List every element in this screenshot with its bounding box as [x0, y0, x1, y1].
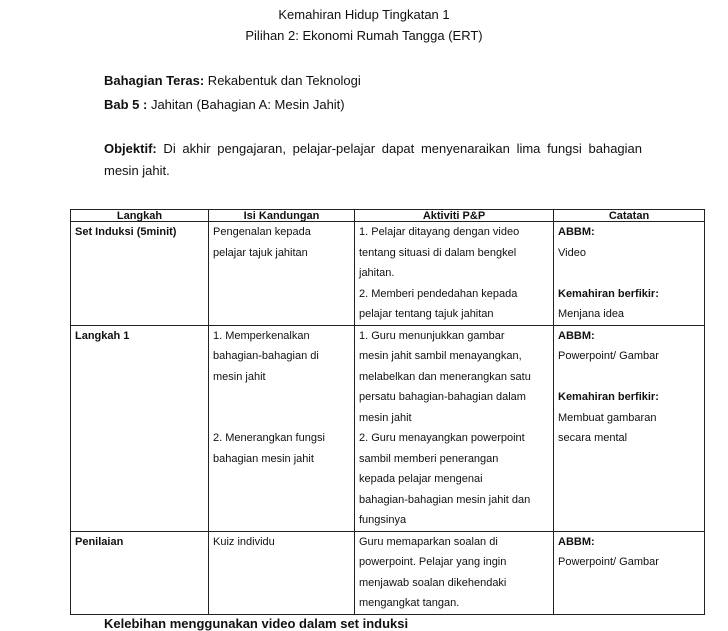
catatan-line: Kemahiran berfikir:	[558, 287, 659, 300]
aktiviti-line: fungsinya	[359, 514, 407, 526]
isi-line: Pengenalan kepada	[213, 226, 311, 238]
header-aktiviti: Aktiviti P&P	[355, 210, 554, 222]
catatan-line	[558, 263, 700, 284]
document-title: Kemahiran Hidup Tingkatan 1	[278, 7, 450, 22]
section-heading: Kelebihan menggunakan video dalam set induksi	[104, 616, 409, 631]
objective-line-1	[104, 141, 642, 156]
aktiviti-line: mengangkat tangan.	[359, 597, 460, 609]
aktiviti-line: sambil memberi penerangan	[359, 452, 499, 465]
catatan-line: Powerpoint/ Gambar	[558, 350, 659, 362]
teras-value: Rekabentuk dan Teknologi	[204, 73, 361, 88]
aktiviti-line: 1. Guru menunjukkan gambar	[359, 329, 505, 342]
catatan-line: secara mental	[558, 432, 628, 444]
cell-langkah: Langkah 1	[71, 325, 209, 531]
aktiviti-line: powerpoint. Pelajar yang ingin	[359, 556, 507, 568]
catatan-line: Membuat gambaran	[558, 411, 657, 424]
isi-line: Kuiz individu	[213, 535, 275, 548]
catatan-line: Kemahiran berfikir:	[558, 391, 659, 403]
table-row	[71, 222, 705, 326]
objective-line-2: mesin jahit.	[104, 163, 170, 178]
aktiviti-line: bahagian-bahagian mesin jahit dan	[359, 493, 531, 506]
catatan-line: ABBM:	[558, 329, 595, 342]
cell-langkah: Penilaian	[71, 531, 209, 614]
aktiviti-line: persatu bahagian-bahagian dalam	[359, 391, 526, 403]
header-langkah: Langkah	[71, 210, 209, 222]
isi-line: bahagian mesin jahit	[213, 452, 314, 465]
cell-isi	[209, 531, 355, 614]
bab-line	[104, 97, 345, 112]
isi-line	[213, 408, 350, 429]
isi-line: 2. Menerangkan fungsi	[213, 432, 325, 444]
cell-catatan	[554, 222, 705, 326]
aktiviti-line: 2. Memberi pendedahan kepada	[359, 287, 518, 300]
isi-line: 1. Memperkenalkan	[213, 329, 310, 342]
cell-isi	[209, 325, 355, 531]
isi-line: bahagian-bahagian di	[213, 350, 319, 362]
aktiviti-line: mesin jahit	[359, 411, 412, 424]
aktiviti-line: jahitan.	[359, 267, 395, 279]
isi-line: mesin jahit	[213, 370, 266, 383]
lesson-plan-table	[70, 209, 705, 615]
bab-label: Bab 5 :	[104, 97, 148, 112]
header-isi-kandungan: Isi Kandungan	[209, 210, 355, 222]
catatan-line: ABBM:	[558, 535, 595, 548]
aktiviti-line: Guru memaparkan soalan di	[359, 535, 498, 548]
cell-aktiviti	[355, 222, 554, 326]
aktiviti-line: kepada pelajar mengenai	[359, 473, 483, 485]
aktiviti-line: 1. Pelajar ditayang dengan video	[359, 226, 520, 238]
aktiviti-line: menjawab soalan dikehendaki	[359, 576, 507, 589]
aktiviti-line: tentang situasi di dalam bengkel	[359, 246, 517, 259]
bab-value: Jahitan (Bahagian A: Mesin Jahit)	[147, 97, 345, 112]
table-header-row	[71, 210, 705, 222]
aktiviti-line: mesin jahit sambil menayangkan,	[359, 350, 522, 362]
objective-label: Objektif:	[104, 141, 157, 156]
isi-line: pelajar tajuk jahitan	[213, 246, 308, 259]
isi-line	[213, 387, 350, 408]
catatan-line	[558, 367, 700, 388]
catatan-line: Video	[558, 246, 586, 259]
teras-line	[104, 73, 361, 88]
document-subtitle: Pilihan 2: Ekonomi Rumah Tangga (ERT)	[245, 28, 483, 43]
aktiviti-line: pelajar tentang tajuk jahitan	[359, 308, 494, 320]
cell-isi	[209, 222, 355, 326]
teras-label: Bahagian Teras:	[104, 73, 205, 88]
catatan-line: Powerpoint/ Gambar	[558, 556, 659, 568]
cell-langkah: Set Induksi (5minit)	[71, 222, 209, 326]
aktiviti-line: melabelkan dan menerangkan satu	[359, 370, 531, 383]
catatan-line: Menjana idea	[558, 308, 625, 320]
cell-catatan	[554, 531, 705, 614]
objective-text: Di akhir pengajaran, pelajar-pelajar dapat menyenaraikan lima fungsi bahagian	[156, 141, 642, 156]
table-row	[71, 325, 705, 531]
header-catatan: Catatan	[554, 210, 705, 222]
cell-catatan	[554, 325, 705, 531]
table-row	[71, 531, 705, 614]
cell-aktiviti	[355, 325, 554, 531]
aktiviti-line: 2. Guru menayangkan powerpoint	[359, 432, 525, 444]
cell-aktiviti	[355, 531, 554, 614]
catatan-line: ABBM:	[558, 226, 595, 238]
